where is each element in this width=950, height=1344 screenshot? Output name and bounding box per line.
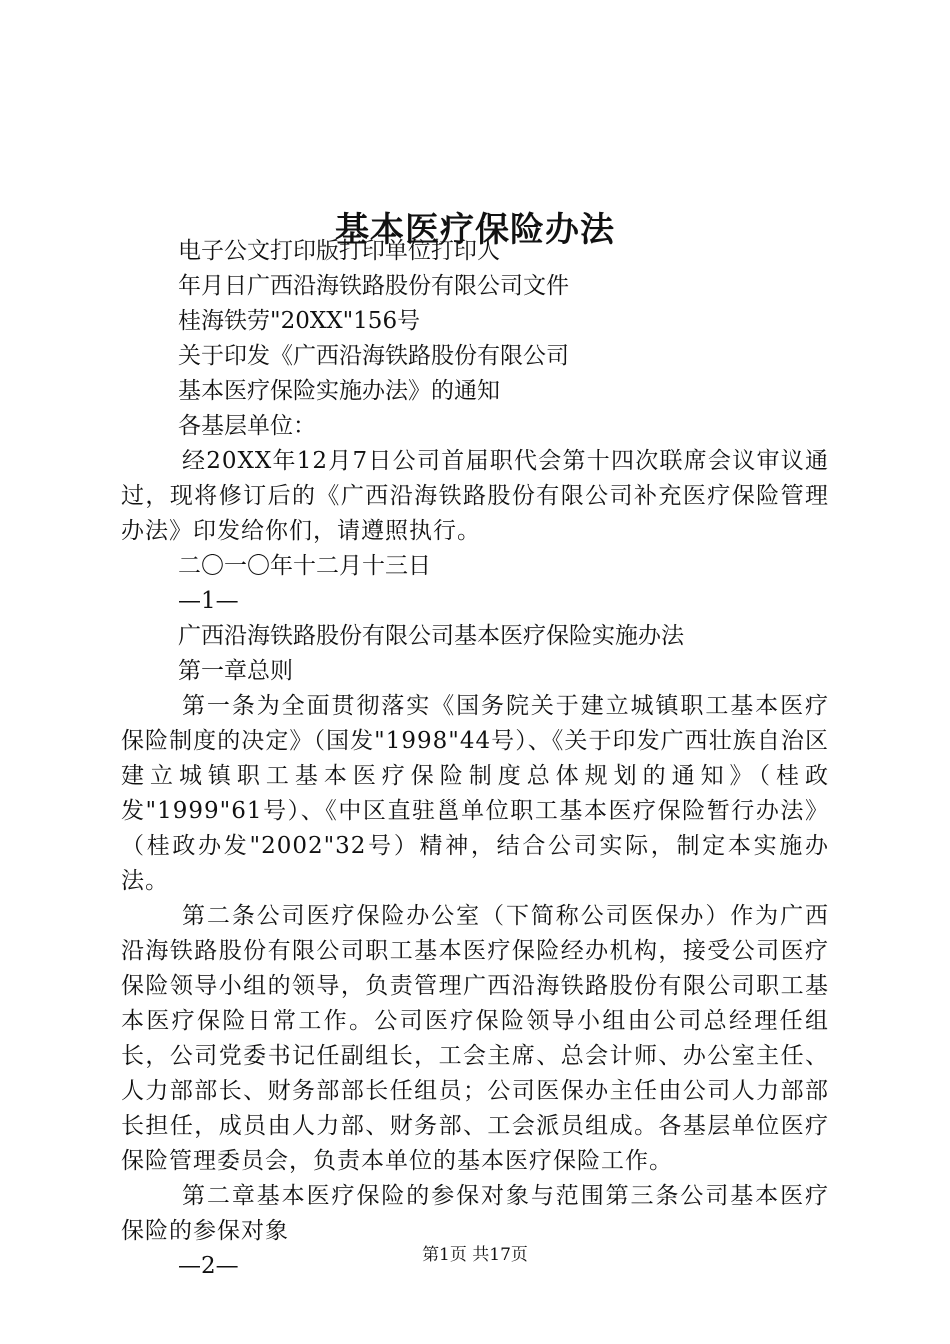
article-1: 第一条为全面贯彻落实《国务院关于建立城镇职工基本医疗保险制度的决定》（国发"1998"44号）、《关于印发广西壮族自治区建立城镇职工基本医疗保险制度总体规划的通知》（桂政发"1999"61号）、《中区直驻邕单位职工基本医疗保险暂行办法》（桂政办发"2002"32号）精神，结合公司实际，制定本实施办法。 bbox=[121, 693, 829, 894]
header-line-print-info: 电子公文打印版打印单位打印人 bbox=[178, 238, 500, 264]
chapter-1-heading: 第一章总则 bbox=[178, 658, 293, 684]
page-footer: 第1页 共17页 bbox=[422, 1245, 528, 1265]
document-body bbox=[121, 234, 829, 1284]
notice-date: 二〇一〇年十二月十三日 bbox=[178, 553, 431, 579]
regulation-title: 广西沿海铁路股份有限公司基本医疗保险实施办法 bbox=[178, 623, 684, 649]
header-line-doc-number: 桂海铁劳"20XX"156号 bbox=[178, 308, 421, 334]
chapter-2-heading: 第二章基本医疗保险的参保对象与范围第三条公司基本医疗保险的参保对象 bbox=[121, 1183, 829, 1244]
page-marker-2: —2— bbox=[178, 1253, 239, 1279]
page-marker-1: —1— bbox=[178, 588, 239, 614]
document-title: 基本医疗保险办法 bbox=[335, 209, 615, 250]
salutation: 各基层单位： bbox=[178, 413, 316, 439]
notice-paragraph: 经20XX年12月7日公司首届职代会第十四次联席会议审议通过，现将修订后的《广西沿海铁路股份有限公司补充医疗保险管理办法》印发给你们，请遵照执行。 bbox=[121, 448, 829, 544]
header-line-company-file: 年月日广西沿海铁路股份有限公司文件 bbox=[178, 273, 569, 299]
article-2: 第二条公司医疗保险办公室（下简称公司医保办）作为广西沿海铁路股份有限公司职工基本医疗保险经办机构，接受公司医疗保险领导小组的领导，负责管理广西沿海铁路股份有限公司职工基本医疗保险日常工作。公司医疗保险领导小组由公司总经理任组长，公司党委书记任副组长，工会主席、总会计师、办公室主任、人力部部长、财务部部长任组员；公司医保办主任由公司人力部部长担任，成员由人力部、财务部、工会派员组成。各基层单位医疗保险管理委员会，负责本单位的基本医疗保险工作。 bbox=[121, 903, 829, 1174]
notice-title-line-2: 基本医疗保险实施办法》的通知 bbox=[178, 378, 500, 404]
notice-title-line-1: 关于印发《广西沿海铁路股份有限公司 bbox=[178, 343, 569, 369]
